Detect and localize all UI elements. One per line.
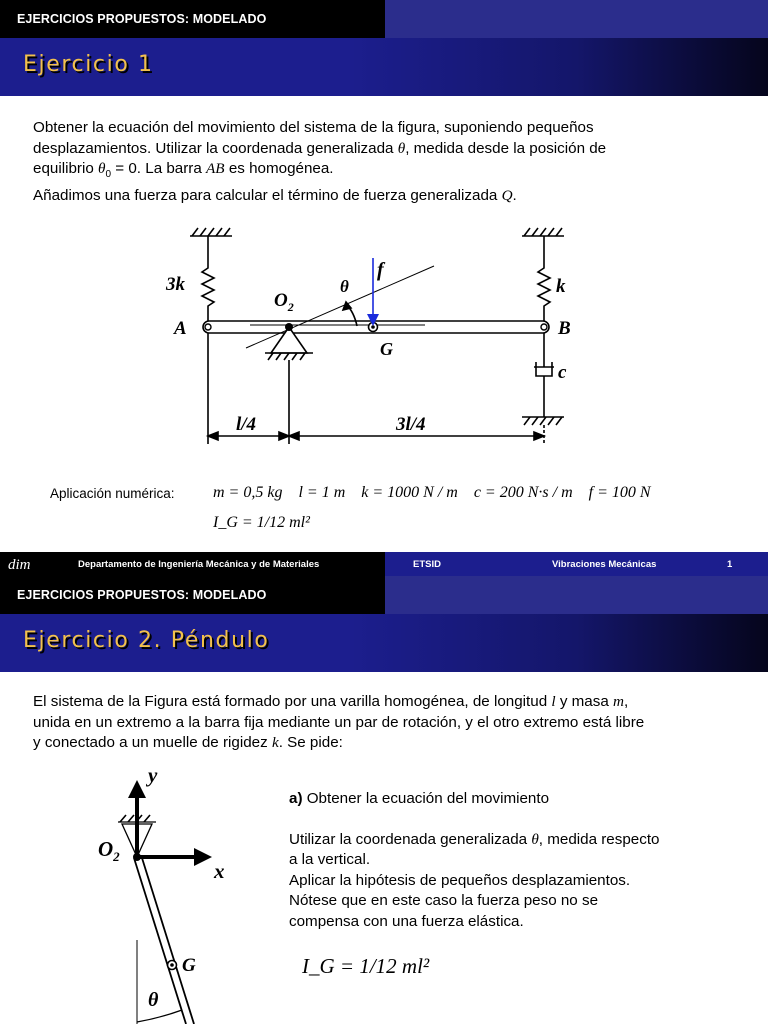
- label-k: k: [556, 276, 566, 297]
- footer-dept: Departamento de Ingeniería Mecánica y de Materiales: [78, 559, 320, 570]
- label-b: B: [558, 318, 571, 339]
- label-c: c: [558, 362, 567, 383]
- label-l4: l/4: [236, 414, 257, 435]
- slide1-statement: [33, 118, 733, 206]
- slide2-title-bar: [0, 614, 768, 672]
- label-theta: θ: [340, 277, 349, 296]
- slide1-inertia: I_G = 1/12 ml²: [213, 514, 310, 531]
- instruction-line: Nótese que en este caso la fuerza peso no se: [289, 892, 599, 909]
- slide1-title-bar: [0, 38, 768, 96]
- label-g: G: [182, 955, 196, 976]
- label-o2: $O_2$: [274, 290, 294, 314]
- slide2-statement: [33, 692, 753, 754]
- statement-line: Obtener la ecuación del movimiento del sistema de la figura, suponiendo pequeños: [33, 119, 594, 136]
- statement-line: El sistema de la Figura está formado por una varilla homogénea, de longitud l y masa m,: [33, 693, 629, 710]
- slide2-instructions: [289, 789, 739, 932]
- numeric-label: Aplicación numérica:: [50, 486, 175, 501]
- numeric-values: m = 0,5 kg l = 1 m k = 1000 N / m c = 200 N·s / m f = 100 N: [213, 484, 651, 501]
- slide-footer: [0, 552, 768, 576]
- slide1-title: Ejercicio 1: [23, 52, 154, 77]
- svg-text:dim: dim: [8, 557, 31, 572]
- slide1-header-bar: [0, 0, 768, 38]
- footer-course: Vibraciones Mecánicas: [552, 559, 657, 570]
- statement-line: equilibrio $\theta_0 = 0$. La barra AB es homogénea.: [33, 160, 334, 181]
- footer-page-number: 1: [727, 559, 733, 570]
- statement-line: unida en un extremo a la barra fija mediante un par de rotación, y el otro extremo está libre: [33, 713, 645, 731]
- slide2-title: Ejercicio 2. Péndulo: [23, 628, 270, 653]
- instruction-line: a la vertical.: [289, 851, 371, 868]
- slide2-figure: [90, 760, 260, 1024]
- footer-school: ETSID: [413, 559, 441, 570]
- label-o2: $O_2$: [98, 837, 120, 864]
- label-g: G: [380, 339, 393, 359]
- statement-line: desplazamientos. Utilizar la coordenada generalizada θ, medida desde la posición de: [33, 139, 607, 157]
- instruction-line: Aplicar la hipótesis de pequeños desplazamientos.: [289, 871, 631, 889]
- slide1-header-label: EJERCICIOS PROPUESTOS: MODELADO: [17, 12, 267, 26]
- slide1-figure: [160, 222, 600, 452]
- slide2-inertia: I_G = 1/12 ml²: [302, 954, 430, 978]
- label-a: A: [174, 318, 187, 339]
- dept-logo-icon: [8, 556, 44, 572]
- label-theta: θ: [148, 989, 159, 1011]
- statement-line: Añadimos una fuerza para calcular el término de fuerza generalizada Q.: [33, 186, 517, 204]
- label-axis-x: x: [214, 859, 225, 883]
- instruction-line: compensa con una fuerza elástica.: [289, 912, 524, 930]
- part-a: a) Obtener la ecuación del movimiento: [289, 790, 550, 807]
- label-axis-y: y: [148, 763, 158, 787]
- label-f: f: [377, 259, 384, 281]
- slide2-header-label: EJERCICIOS PROPUESTOS: MODELADO: [17, 588, 267, 602]
- slide2-header-bar: [0, 576, 768, 614]
- label-3l4: 3l/4: [396, 414, 426, 435]
- instruction-line: Utilizar la coordenada generalizada θ, medida respecto: [289, 830, 660, 848]
- statement-line: y conectado a un muelle de rigidez k. Se pide:: [33, 734, 343, 751]
- label-3k: 3k: [166, 274, 185, 295]
